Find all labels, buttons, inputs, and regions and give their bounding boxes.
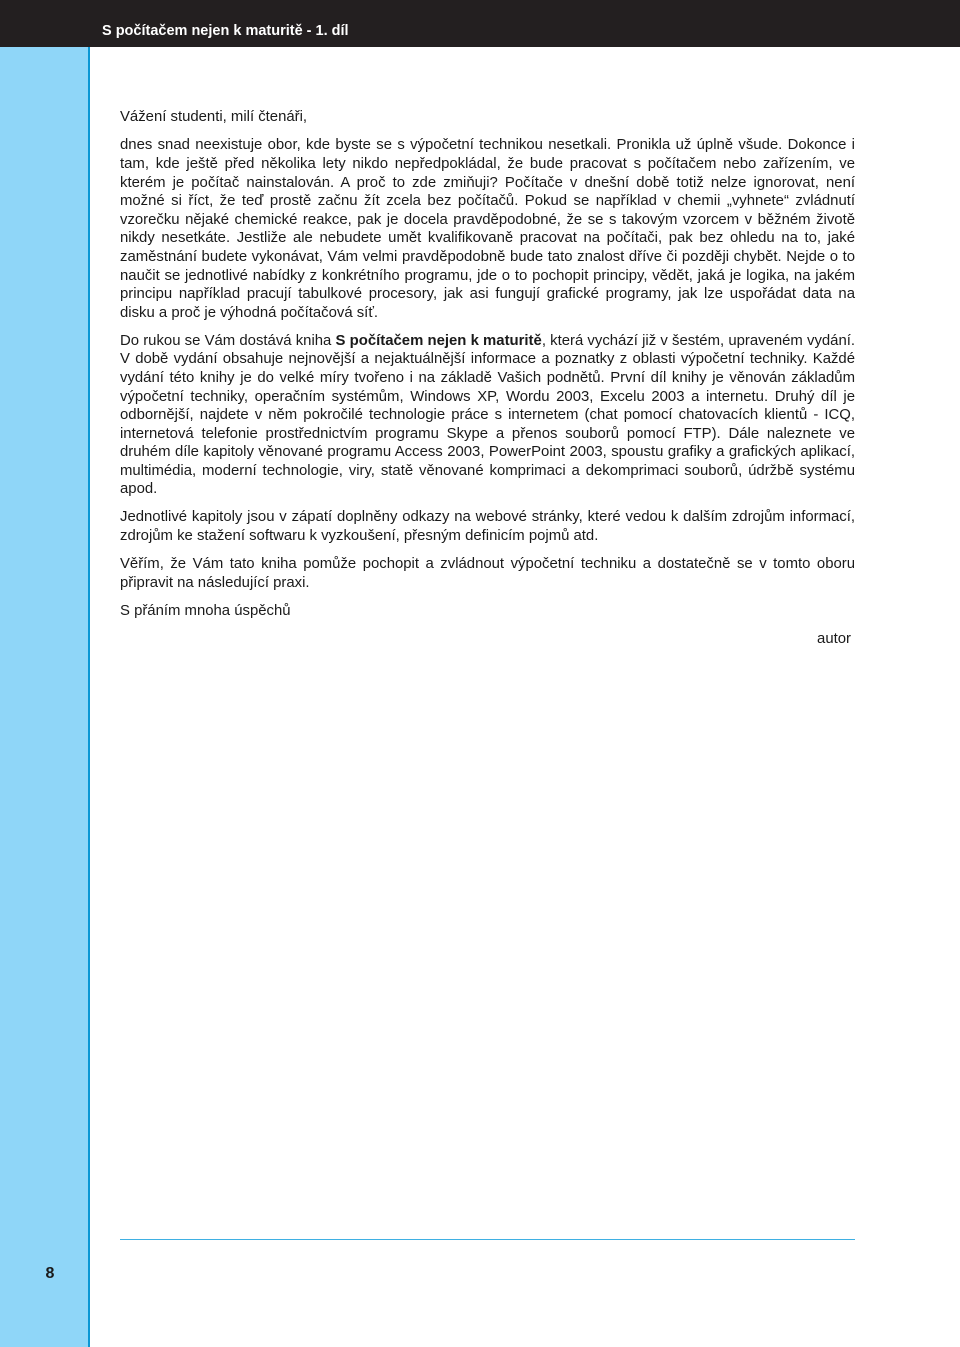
running-header-title: S počítačem nejen k maturitě - 1. díl [102, 23, 349, 39]
paragraph-book [120, 332, 855, 499]
page-body [120, 108, 855, 658]
closing-line: S přáním mnoha úspěchů [120, 602, 291, 619]
page-number: 8 [45, 1265, 55, 1282]
paragraph-wish: Věřím, že Vám tato kniha pomůže pochopit a zvládnout výpočetní techniku a dostatečně se v tomto oboru připravit na následující praxi. [120, 556, 855, 591]
book-title: S počítačem nejen k maturitě [335, 332, 542, 349]
paragraph-book-rest: , která vychází již v šestém, upraveném vydání. V době vydání obsahuje nejnovější a nejaktuálnější informace a poznatky z oblasti výpočetní techniky. Každé vydání této knihy je do velké míry tvořeno i na základě Vašich podnětů. První díl knihy je věnován základům výpočetní techniky, operačním systémům, Windows XP, Wordu 2003, Excelu 2003 a internetu. Druhý díl je odbornější, najdete v něm pokročilé technologie práce s internetem (chat pomocí chatovacích klientů - ICQ, internetová telefonie prostřednictvím programu Skype a přenos souborů pomocí FTP). Dále naleznete ve druhém díle kapitoly věnované programu Access 2003, PowerPoint 2003, spoustu grafiky a grafických aplikací, multimédia, moderní technologie, viry, statě věnované komprimaci a dekomprimaci souborů, údržbě systému apod. [120, 332, 856, 498]
paragraph-intro: dnes snad neexistuje obor, kde byste se s výpočetní technikou nesetkali. Pronikla už úplně všude. Dokonce i tam, kde ještě před několika lety nikdo nepředpokládal, že bude pracovat s počítačem nebo zařízením, ve kterém je počítač nainstalován. A proč to zde zmiňuji? Počítače v dnešní době totiž nelze ignorovat, není možné si říct, že teď prostě začnu žít zcela bez počítačů. Pokud se například v chemii „vyhnete“ zvládnutí vzorečku nějaké chemické reakce, pak je docela pravděpodobné, že se s takovým vzorcem v běžném životě nikdy nesetkáte. Jestliže ale nebudete umět kvalifikovaně pracovat na počítači, pak bez ohledu na to, jaké zaměstnání budete vykonávat, Vám velmi pravděpodobně bude tato znalost dříve či později chybět. Nejde o to naučit se jednotlivé nabídky z konkrétního programu, jde o to pochopit principy, vědět, jaká je logika, na jakém principu například pracují tabulkové procesory, jak asi fungují grafické programy, jak lze uspořádat data na disku a proč je výhodná počítačová síť. [120, 137, 855, 321]
greeting: Vážení studenti, milí čtenáři, [120, 109, 308, 125]
sidebar-stripe [0, 47, 90, 1347]
paragraph-links: Jednotlivé kapitoly jsou v zápatí doplněny odkazy na webové stránky, které vedou k dalším zdrojům informací, zdrojům ke stažení softwaru k vyzkoušení, přesným definicím pojmů atd. [120, 509, 855, 545]
signature: autor [817, 630, 851, 647]
paragraph-book-start: Do rukou se Vám dostává kniha [120, 332, 336, 349]
footer-rule [120, 1239, 855, 1240]
page-header [0, 0, 960, 47]
